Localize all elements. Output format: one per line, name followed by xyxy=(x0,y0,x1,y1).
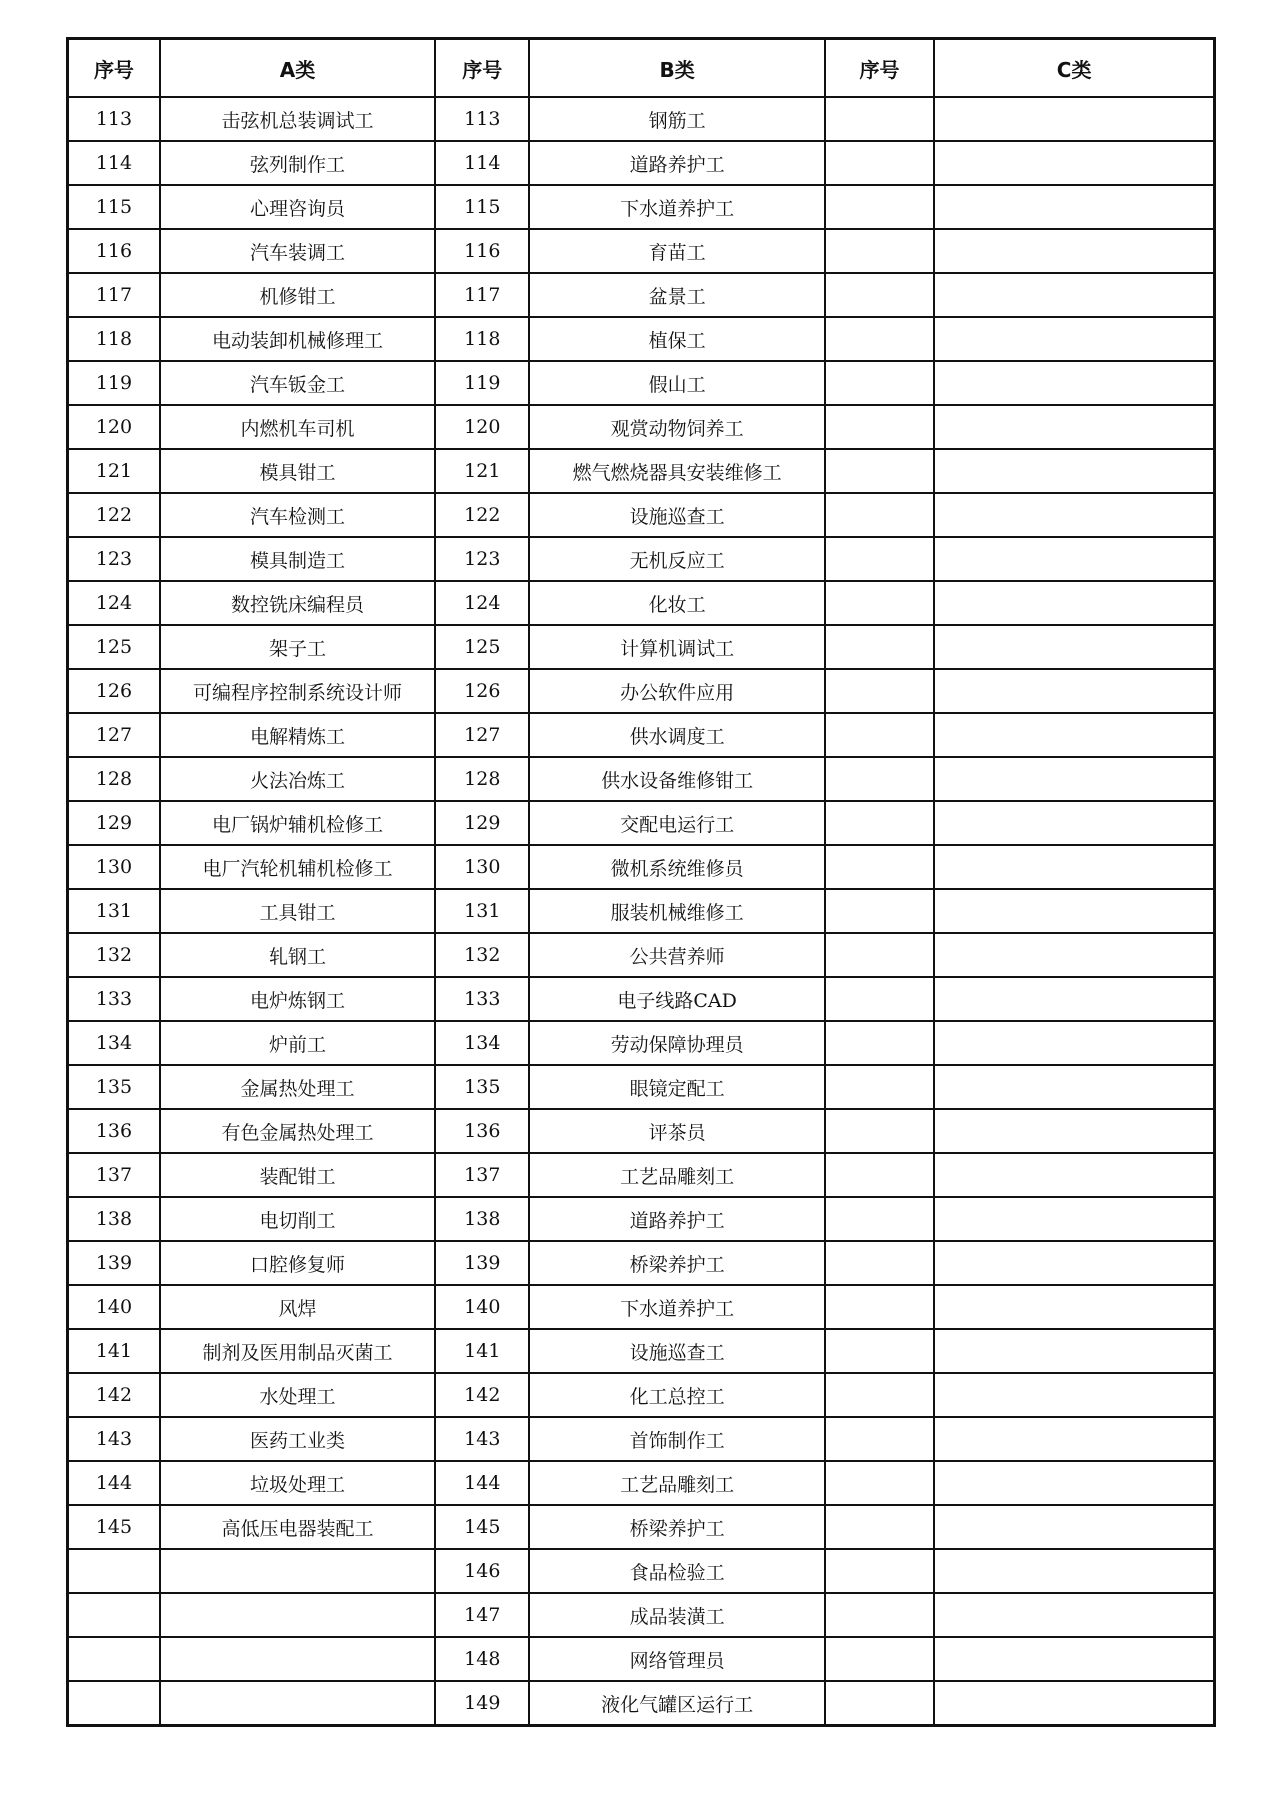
category-c-cell xyxy=(934,1593,1214,1637)
category-b-cell: 办公软件应用 xyxy=(529,669,824,713)
index-c-cell xyxy=(825,141,934,185)
index-c-cell xyxy=(825,1153,934,1197)
index-c-cell xyxy=(825,97,934,141)
index-b-cell: 115 xyxy=(435,185,529,229)
category-a-cell: 汽车钣金工 xyxy=(160,361,435,405)
category-a-cell xyxy=(160,1637,435,1681)
category-c-cell xyxy=(934,1065,1214,1109)
category-c-cell xyxy=(934,581,1214,625)
index-c-cell xyxy=(825,1681,934,1726)
category-b-cell: 设施巡查工 xyxy=(529,493,824,537)
table-row xyxy=(68,273,1215,317)
table-row xyxy=(68,625,1215,669)
category-c-cell xyxy=(934,625,1214,669)
header-index-a: 序号 xyxy=(68,39,160,98)
category-c-cell xyxy=(934,1197,1214,1241)
index-b-cell: 145 xyxy=(435,1505,529,1549)
category-c-cell xyxy=(934,1549,1214,1593)
category-b-cell: 假山工 xyxy=(529,361,824,405)
category-b-cell: 道路养护工 xyxy=(529,141,824,185)
category-b-cell: 燃气燃烧器具安装维修工 xyxy=(529,449,824,493)
index-b-cell: 147 xyxy=(435,1593,529,1637)
table-row xyxy=(68,581,1215,625)
index-b-cell: 132 xyxy=(435,933,529,977)
category-b-cell: 设施巡查工 xyxy=(529,1329,824,1373)
index-b-cell: 119 xyxy=(435,361,529,405)
index-a-cell xyxy=(68,1549,160,1593)
index-a-cell: 125 xyxy=(68,625,160,669)
category-a-cell: 模具钳工 xyxy=(160,449,435,493)
index-a-cell: 118 xyxy=(68,317,160,361)
category-a-cell: 数控铣床编程员 xyxy=(160,581,435,625)
table-row xyxy=(68,1065,1215,1109)
index-b-cell: 129 xyxy=(435,801,529,845)
index-a-cell: 131 xyxy=(68,889,160,933)
category-a-cell: 火法冶炼工 xyxy=(160,757,435,801)
index-b-cell: 127 xyxy=(435,713,529,757)
index-a-cell xyxy=(68,1637,160,1681)
category-a-cell: 内燃机车司机 xyxy=(160,405,435,449)
index-c-cell xyxy=(825,1417,934,1461)
occupation-table xyxy=(66,37,1216,1727)
category-a-cell: 装配钳工 xyxy=(160,1153,435,1197)
category-c-cell xyxy=(934,1109,1214,1153)
table-row xyxy=(68,317,1215,361)
category-b-cell: 盆景工 xyxy=(529,273,824,317)
index-b-cell: 131 xyxy=(435,889,529,933)
index-b-cell: 139 xyxy=(435,1241,529,1285)
table-row xyxy=(68,1021,1215,1065)
index-a-cell: 140 xyxy=(68,1285,160,1329)
index-c-cell xyxy=(825,845,934,889)
index-a-cell: 126 xyxy=(68,669,160,713)
category-b-cell: 劳动保障协理员 xyxy=(529,1021,824,1065)
index-a-cell: 132 xyxy=(68,933,160,977)
table-row xyxy=(68,1461,1215,1505)
index-c-cell xyxy=(825,1593,934,1637)
index-b-cell: 144 xyxy=(435,1461,529,1505)
index-c-cell xyxy=(825,1461,934,1505)
category-b-cell: 食品检验工 xyxy=(529,1549,824,1593)
category-a-cell: 击弦机总装调试工 xyxy=(160,97,435,141)
table-row xyxy=(68,669,1215,713)
table-row xyxy=(68,713,1215,757)
index-a-cell: 119 xyxy=(68,361,160,405)
table-row xyxy=(68,845,1215,889)
category-c-cell xyxy=(934,845,1214,889)
index-a-cell: 122 xyxy=(68,493,160,537)
index-a-cell: 113 xyxy=(68,97,160,141)
index-b-cell: 125 xyxy=(435,625,529,669)
index-b-cell: 130 xyxy=(435,845,529,889)
category-c-cell xyxy=(934,977,1214,1021)
index-b-cell: 141 xyxy=(435,1329,529,1373)
category-c-cell xyxy=(934,1241,1214,1285)
table-row xyxy=(68,537,1215,581)
category-b-cell: 植保工 xyxy=(529,317,824,361)
table-row xyxy=(68,977,1215,1021)
index-c-cell xyxy=(825,1021,934,1065)
category-b-cell: 道路养护工 xyxy=(529,1197,824,1241)
category-b-cell: 供水设备维修钳工 xyxy=(529,757,824,801)
category-b-cell: 交配电运行工 xyxy=(529,801,824,845)
index-a-cell: 144 xyxy=(68,1461,160,1505)
category-c-cell xyxy=(934,97,1214,141)
index-c-cell xyxy=(825,361,934,405)
index-a-cell: 124 xyxy=(68,581,160,625)
index-b-cell: 137 xyxy=(435,1153,529,1197)
index-a-cell: 121 xyxy=(68,449,160,493)
table-row xyxy=(68,1637,1215,1681)
table-row xyxy=(68,361,1215,405)
index-b-cell: 142 xyxy=(435,1373,529,1417)
category-b-cell: 下水道养护工 xyxy=(529,1285,824,1329)
category-a-cell: 电厂汽轮机辅机检修工 xyxy=(160,845,435,889)
category-c-cell xyxy=(934,229,1214,273)
index-b-cell: 122 xyxy=(435,493,529,537)
category-b-cell: 首饰制作工 xyxy=(529,1417,824,1461)
table-row xyxy=(68,1241,1215,1285)
header-category-c: C类 xyxy=(934,39,1214,98)
category-b-cell: 工艺品雕刻工 xyxy=(529,1153,824,1197)
category-a-cell: 机修钳工 xyxy=(160,273,435,317)
index-c-cell xyxy=(825,405,934,449)
index-c-cell xyxy=(825,757,934,801)
index-b-cell: 124 xyxy=(435,581,529,625)
table-row xyxy=(68,97,1215,141)
category-b-cell: 液化气罐区运行工 xyxy=(529,1681,824,1726)
category-c-cell xyxy=(934,1681,1214,1726)
category-a-cell: 汽车装调工 xyxy=(160,229,435,273)
table-row xyxy=(68,1593,1215,1637)
index-c-cell xyxy=(825,1637,934,1681)
category-b-cell: 工艺品雕刻工 xyxy=(529,1461,824,1505)
category-c-cell xyxy=(934,1329,1214,1373)
category-c-cell xyxy=(934,1373,1214,1417)
category-c-cell xyxy=(934,449,1214,493)
index-c-cell xyxy=(825,493,934,537)
table-row xyxy=(68,889,1215,933)
category-a-cell xyxy=(160,1549,435,1593)
index-b-cell: 135 xyxy=(435,1065,529,1109)
index-c-cell xyxy=(825,185,934,229)
table-row xyxy=(68,801,1215,845)
index-b-cell: 128 xyxy=(435,757,529,801)
index-b-cell: 121 xyxy=(435,449,529,493)
index-c-cell xyxy=(825,273,934,317)
index-a-cell xyxy=(68,1681,160,1726)
table-row xyxy=(68,1153,1215,1197)
table-row xyxy=(68,493,1215,537)
category-c-cell xyxy=(934,1505,1214,1549)
category-a-cell: 电动装卸机械修理工 xyxy=(160,317,435,361)
table-row xyxy=(68,1197,1215,1241)
index-a-cell: 137 xyxy=(68,1153,160,1197)
table-row xyxy=(68,449,1215,493)
category-c-cell xyxy=(934,361,1214,405)
category-b-cell: 观赏动物饲养工 xyxy=(529,405,824,449)
category-b-cell: 下水道养护工 xyxy=(529,185,824,229)
category-c-cell xyxy=(934,933,1214,977)
index-a-cell: 123 xyxy=(68,537,160,581)
index-b-cell: 116 xyxy=(435,229,529,273)
index-b-cell: 117 xyxy=(435,273,529,317)
category-c-cell xyxy=(934,1285,1214,1329)
index-b-cell: 123 xyxy=(435,537,529,581)
category-c-cell xyxy=(934,493,1214,537)
index-b-cell: 146 xyxy=(435,1549,529,1593)
table-row xyxy=(68,933,1215,977)
category-a-cell: 工具钳工 xyxy=(160,889,435,933)
category-a-cell: 弦列制作工 xyxy=(160,141,435,185)
table-row xyxy=(68,229,1215,273)
table-row xyxy=(68,1285,1215,1329)
category-b-cell: 育苗工 xyxy=(529,229,824,273)
index-c-cell xyxy=(825,1549,934,1593)
category-b-cell: 微机系统维修员 xyxy=(529,845,824,889)
category-a-cell: 电厂锅炉辅机检修工 xyxy=(160,801,435,845)
index-b-cell: 136 xyxy=(435,1109,529,1153)
index-a-cell: 143 xyxy=(68,1417,160,1461)
category-b-cell: 电子线路CAD xyxy=(529,977,824,1021)
category-b-cell: 供水调度工 xyxy=(529,713,824,757)
header-index-c: 序号 xyxy=(825,39,934,98)
index-a-cell: 129 xyxy=(68,801,160,845)
category-a-cell: 高低压电器装配工 xyxy=(160,1505,435,1549)
index-a-cell: 138 xyxy=(68,1197,160,1241)
category-a-cell xyxy=(160,1593,435,1637)
category-b-cell: 公共营养师 xyxy=(529,933,824,977)
category-a-cell: 可编程序控制系统设计师 xyxy=(160,669,435,713)
index-c-cell xyxy=(825,1109,934,1153)
category-c-cell xyxy=(934,1417,1214,1461)
index-c-cell xyxy=(825,669,934,713)
category-c-cell xyxy=(934,273,1214,317)
index-a-cell: 115 xyxy=(68,185,160,229)
index-a-cell: 141 xyxy=(68,1329,160,1373)
index-b-cell: 114 xyxy=(435,141,529,185)
category-a-cell: 金属热处理工 xyxy=(160,1065,435,1109)
index-b-cell: 126 xyxy=(435,669,529,713)
index-b-cell: 133 xyxy=(435,977,529,1021)
category-a-cell: 模具制造工 xyxy=(160,537,435,581)
index-c-cell xyxy=(825,1241,934,1285)
index-c-cell xyxy=(825,801,934,845)
table-row xyxy=(68,141,1215,185)
index-a-cell: 139 xyxy=(68,1241,160,1285)
index-a-cell: 127 xyxy=(68,713,160,757)
index-c-cell xyxy=(825,1285,934,1329)
category-c-cell xyxy=(934,713,1214,757)
index-a-cell: 134 xyxy=(68,1021,160,1065)
category-a-cell: 制剂及医用制品灭菌工 xyxy=(160,1329,435,1373)
header-category-a: A类 xyxy=(160,39,435,98)
table-row xyxy=(68,757,1215,801)
category-a-cell: 水处理工 xyxy=(160,1373,435,1417)
index-c-cell xyxy=(825,977,934,1021)
index-b-cell: 120 xyxy=(435,405,529,449)
category-b-cell: 眼镜定配工 xyxy=(529,1065,824,1109)
index-a-cell: 133 xyxy=(68,977,160,1021)
category-b-cell: 服装机械维修工 xyxy=(529,889,824,933)
category-a-cell: 轧钢工 xyxy=(160,933,435,977)
category-c-cell xyxy=(934,669,1214,713)
index-a-cell xyxy=(68,1593,160,1637)
index-c-cell xyxy=(825,537,934,581)
category-c-cell xyxy=(934,1021,1214,1065)
index-a-cell: 145 xyxy=(68,1505,160,1549)
index-c-cell xyxy=(825,1065,934,1109)
index-c-cell xyxy=(825,317,934,361)
table-body xyxy=(68,97,1215,1726)
category-a-cell: 有色金属热处理工 xyxy=(160,1109,435,1153)
category-a-cell: 电切削工 xyxy=(160,1197,435,1241)
category-a-cell: 电炉炼钢工 xyxy=(160,977,435,1021)
index-a-cell: 130 xyxy=(68,845,160,889)
index-a-cell: 116 xyxy=(68,229,160,273)
index-c-cell xyxy=(825,1373,934,1417)
index-c-cell xyxy=(825,581,934,625)
category-b-cell: 评茶员 xyxy=(529,1109,824,1153)
category-c-cell xyxy=(934,889,1214,933)
category-b-cell: 化工总控工 xyxy=(529,1373,824,1417)
category-c-cell xyxy=(934,185,1214,229)
index-b-cell: 113 xyxy=(435,97,529,141)
category-c-cell xyxy=(934,537,1214,581)
category-b-cell: 桥梁养护工 xyxy=(529,1241,824,1285)
index-c-cell xyxy=(825,933,934,977)
category-c-cell xyxy=(934,1461,1214,1505)
header-row xyxy=(68,39,1215,98)
category-a-cell: 垃圾处理工 xyxy=(160,1461,435,1505)
category-a-cell xyxy=(160,1681,435,1726)
index-b-cell: 148 xyxy=(435,1637,529,1681)
category-b-cell: 钢筋工 xyxy=(529,97,824,141)
category-b-cell: 成品装潢工 xyxy=(529,1593,824,1637)
category-c-cell xyxy=(934,757,1214,801)
table-row xyxy=(68,1109,1215,1153)
category-c-cell xyxy=(934,141,1214,185)
table-row xyxy=(68,1681,1215,1726)
index-c-cell xyxy=(825,625,934,669)
index-a-cell: 136 xyxy=(68,1109,160,1153)
category-c-cell xyxy=(934,801,1214,845)
category-a-cell: 医药工业类 xyxy=(160,1417,435,1461)
category-c-cell xyxy=(934,405,1214,449)
category-b-cell: 无机反应工 xyxy=(529,537,824,581)
index-b-cell: 134 xyxy=(435,1021,529,1065)
category-b-cell: 计算机调试工 xyxy=(529,625,824,669)
index-b-cell: 138 xyxy=(435,1197,529,1241)
index-c-cell xyxy=(825,713,934,757)
index-a-cell: 135 xyxy=(68,1065,160,1109)
category-c-cell xyxy=(934,1153,1214,1197)
index-a-cell: 120 xyxy=(68,405,160,449)
index-c-cell xyxy=(825,1197,934,1241)
index-a-cell: 142 xyxy=(68,1373,160,1417)
category-a-cell: 架子工 xyxy=(160,625,435,669)
category-a-cell: 炉前工 xyxy=(160,1021,435,1065)
table-row xyxy=(68,1549,1215,1593)
category-c-cell xyxy=(934,1637,1214,1681)
index-b-cell: 140 xyxy=(435,1285,529,1329)
index-b-cell: 149 xyxy=(435,1681,529,1726)
category-b-cell: 化妆工 xyxy=(529,581,824,625)
category-a-cell: 汽车检测工 xyxy=(160,493,435,537)
index-c-cell xyxy=(825,229,934,273)
category-a-cell: 口腔修复师 xyxy=(160,1241,435,1285)
header-category-b: B类 xyxy=(529,39,824,98)
table-row xyxy=(68,1329,1215,1373)
index-a-cell: 114 xyxy=(68,141,160,185)
index-a-cell: 128 xyxy=(68,757,160,801)
index-c-cell xyxy=(825,889,934,933)
index-b-cell: 118 xyxy=(435,317,529,361)
category-a-cell: 电解精炼工 xyxy=(160,713,435,757)
category-c-cell xyxy=(934,317,1214,361)
table-row xyxy=(68,1505,1215,1549)
header-index-b: 序号 xyxy=(435,39,529,98)
category-b-cell: 桥梁养护工 xyxy=(529,1505,824,1549)
index-b-cell: 143 xyxy=(435,1417,529,1461)
index-c-cell xyxy=(825,1329,934,1373)
table-row xyxy=(68,1417,1215,1461)
index-a-cell: 117 xyxy=(68,273,160,317)
category-b-cell: 网络管理员 xyxy=(529,1637,824,1681)
table-header xyxy=(68,39,1215,98)
table-row xyxy=(68,1373,1215,1417)
table-row xyxy=(68,185,1215,229)
index-c-cell xyxy=(825,1505,934,1549)
category-a-cell: 风焊 xyxy=(160,1285,435,1329)
index-c-cell xyxy=(825,449,934,493)
category-a-cell: 心理咨询员 xyxy=(160,185,435,229)
table-row xyxy=(68,405,1215,449)
